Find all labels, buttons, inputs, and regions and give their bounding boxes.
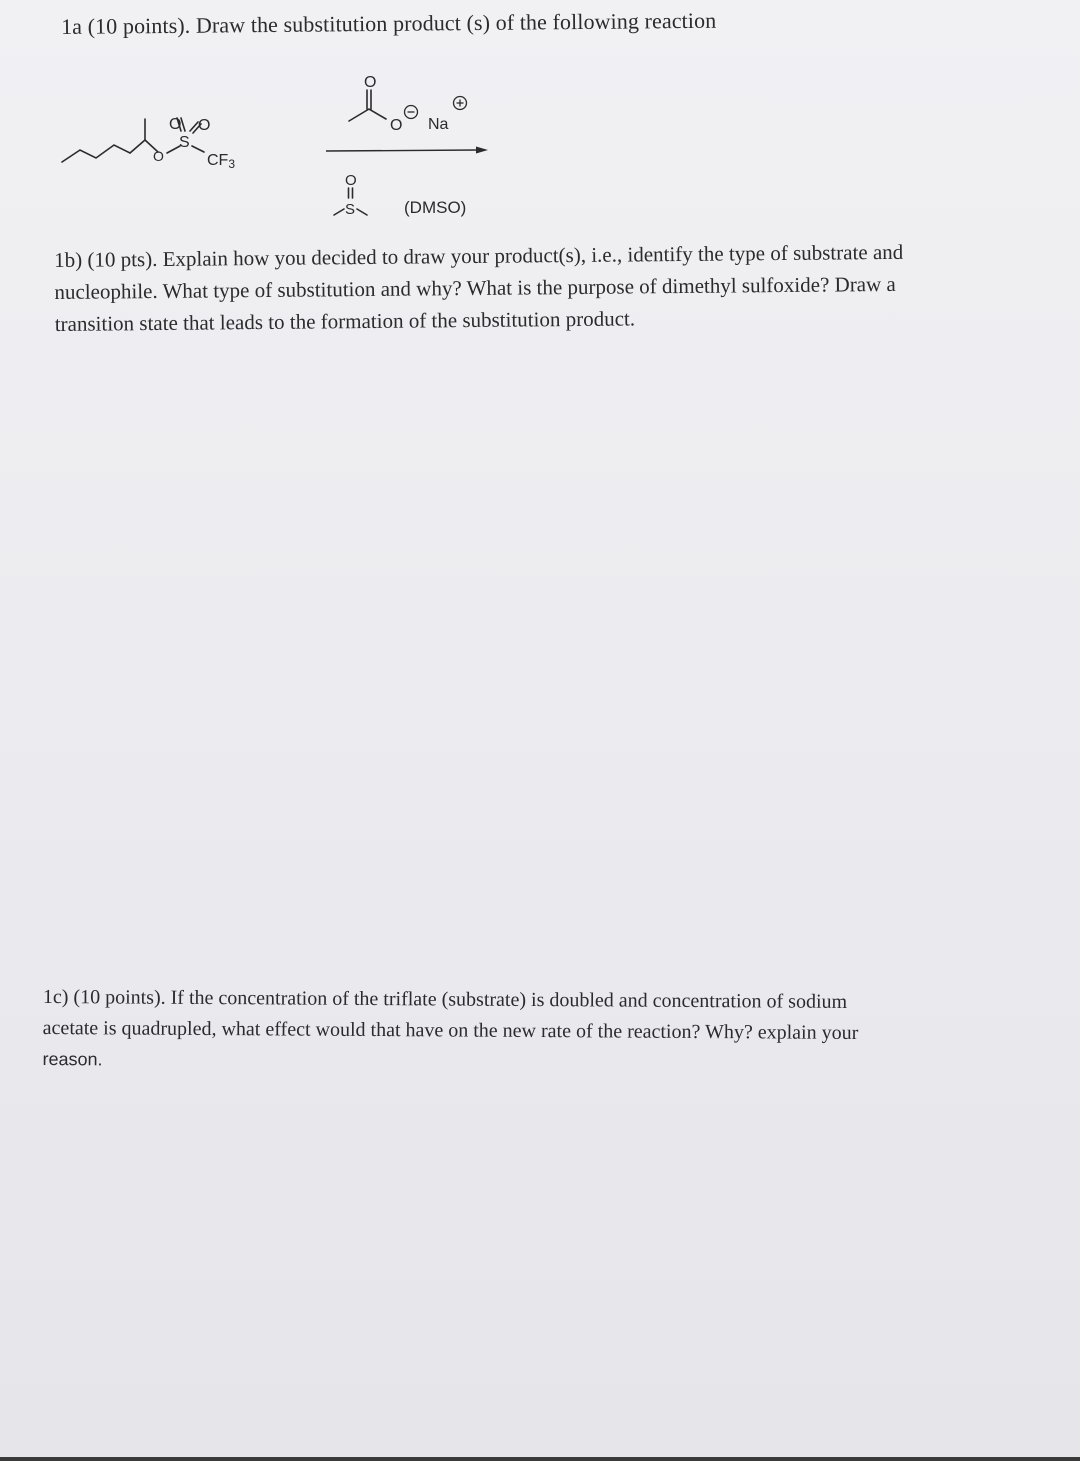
substrate-sulfonyl-oxygen-right: O [198,117,211,134]
reagent-anion-oxygen: O [390,117,403,134]
substrate-ester-oxygen: O [153,148,164,164]
question-1c-text [42,982,1033,1081]
substrate-sulfonyl-oxygen-left: O [169,116,182,133]
question-1b-line: 1b) (10 pts). Explain how you decided to draw your product(s), i.e., identify the type of substrate and [54,239,904,272]
dmso-sulfur: S [345,201,356,218]
reagent-acetate-structure [349,90,386,121]
plus-charge-icon [454,97,467,110]
reaction-scheme [0,0,1080,240]
minus-charge-icon [405,106,418,119]
substrate-cf3-label: CF3 [207,152,236,171]
reagent-carbonyl-oxygen: O [364,74,377,91]
question-1c-line: reason. [42,1048,103,1070]
question-1b-line: transition state that leads to the formation of the substitution product. [54,306,636,336]
reaction-arrow-icon [326,147,488,154]
page-bottom-edge [0,1457,1080,1461]
dmso-oxygen: O [345,172,357,189]
question-1a-text: 1a (10 points). Draw the substitution product (s) of the following reaction [61,7,717,39]
question-1b-text [54,234,1045,339]
reagent-sodium: Na [428,116,449,133]
question-1b-line: nucleophile. What type of substitution and why? What is the purpose of dimethyl sulfoxide? Draw a [54,271,896,304]
dmso-label: (DMSO) [404,198,467,217]
question-1c-line: 1c) (10 points). If the concentration of the triflate (substrate) is doubled and concentration of sodium [42,985,848,1013]
question-1c-line: acetate is quadrupled, what effect would that have on the new rate of the reaction? Why? explain your [42,1016,859,1044]
substrate-sulfur: S [179,134,190,151]
